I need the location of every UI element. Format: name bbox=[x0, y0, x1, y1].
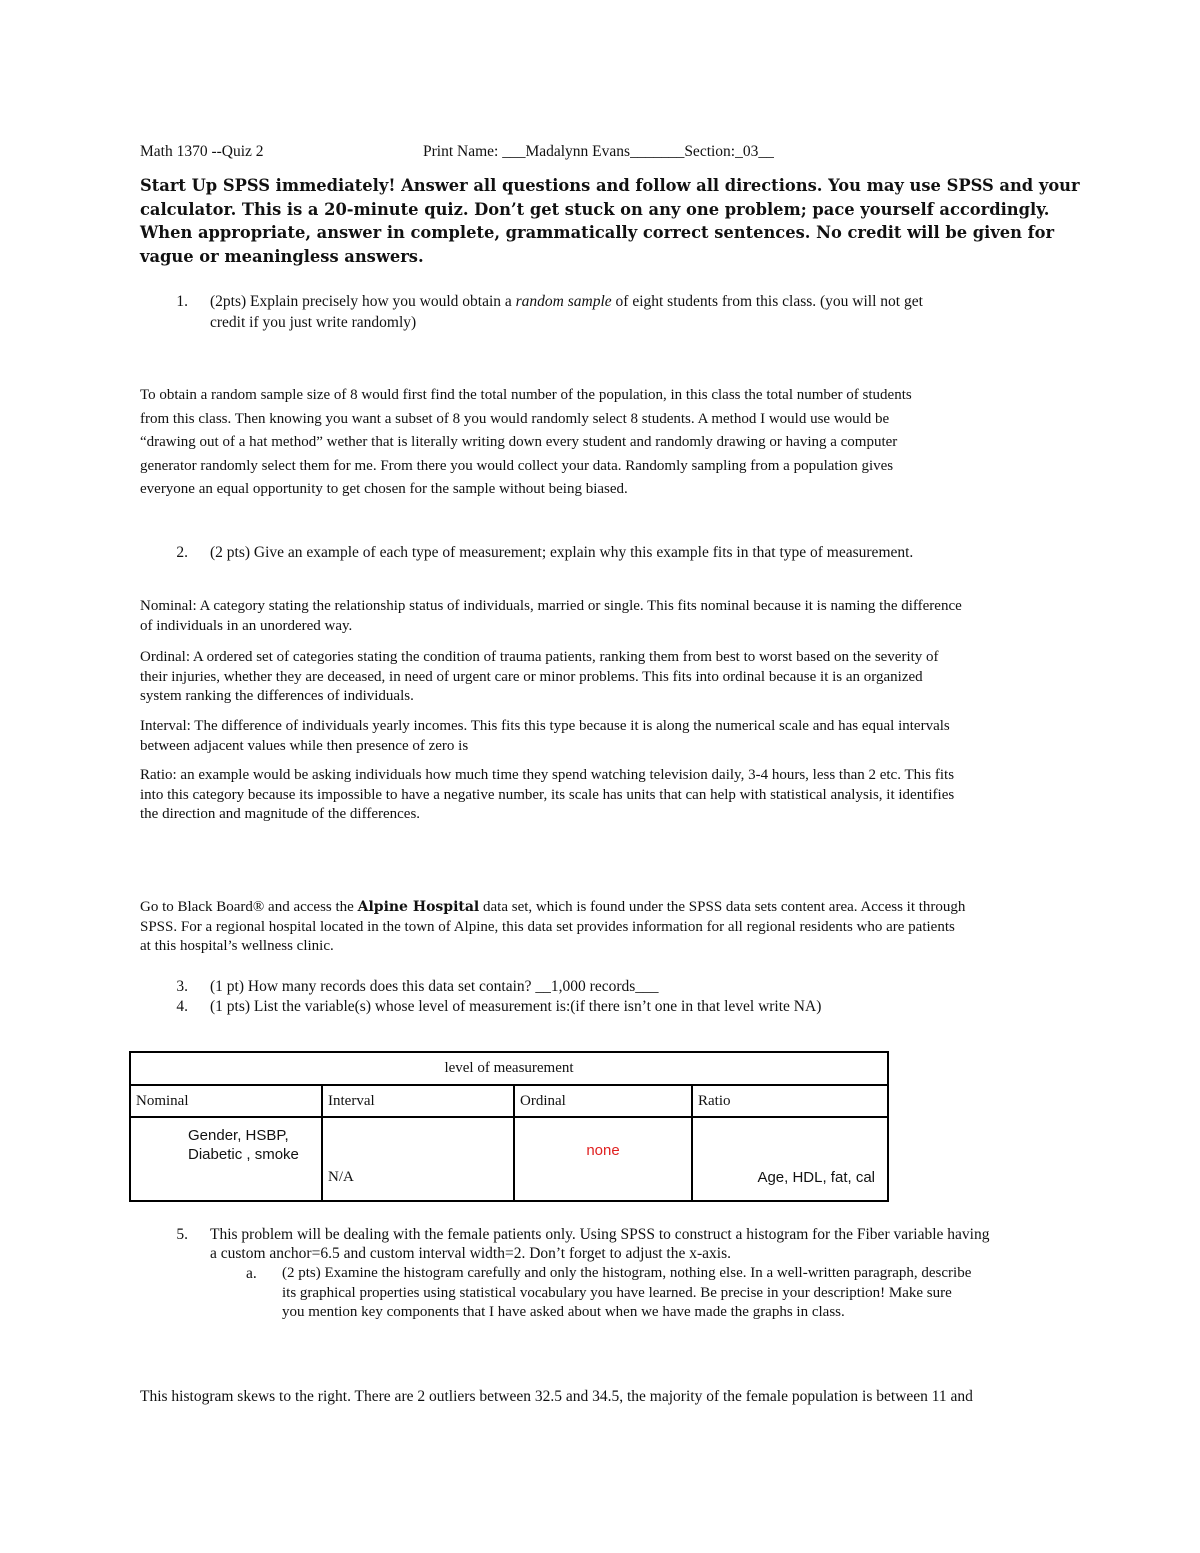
answer-2-ratio bbox=[140, 766, 1060, 825]
answer-line: their injuries, whether they are deceased, in need of urgent care or minor problems. This fits into ordinal because it is an organized bbox=[140, 668, 923, 685]
table-cell-ordinal: none bbox=[514, 1117, 692, 1201]
instruction-line: vague or meaningless answers. bbox=[140, 246, 424, 266]
answer-line: To obtain a random sample size of 8 would first find the total number of the population, in this class the total number of students bbox=[140, 387, 912, 403]
answer-line: the direction and magnitude of the differences. bbox=[140, 806, 421, 822]
quiz-title: Math 1370 --Quiz 2 bbox=[140, 143, 264, 160]
answer-line: generator randomly select them for me. From there you would collect your data. Randomly sampling from a population gives bbox=[140, 457, 894, 474]
table-header-ratio: Ratio bbox=[692, 1085, 888, 1117]
instruction-line: When appropriate, answer in complete, grammatically correct sentences. No credit will be given for bbox=[140, 223, 1055, 242]
question-4-number: 4. bbox=[176, 998, 188, 1015]
question-line: its graphical properties using statistical vocabulary you have learned. Be precise in your description! Make sure bbox=[282, 1284, 952, 1301]
answer-2-interval bbox=[140, 717, 1060, 756]
table-header-nominal: Nominal bbox=[130, 1085, 322, 1117]
blackboard-line: SPSS. For a regional hospital located in the town of Alpine, this data set provides information for all regional residents who are patients bbox=[140, 918, 955, 935]
nominal-value: Diabetic , smoke bbox=[188, 1146, 299, 1163]
question-5-text: This problem will be dealing with the female patients only. Using SPSS to construct a histogram for the Fiber variable having bbox=[210, 1226, 990, 1243]
question-3-text: (1 pt) How many records does this data set contain? __1,000 records___ bbox=[210, 978, 659, 995]
table-header-interval: Interval bbox=[322, 1085, 514, 1117]
instruction-line: calculator. This is a 20-minute quiz. Don’t get stuck on any one problem; pace yourself accordingly. bbox=[140, 199, 1050, 219]
answer-line: everyone an equal opportunity to get chosen for the sample without being biased. bbox=[140, 481, 628, 497]
student-name-section: Print Name: ___Madalynn Evans_______Section:_03__ bbox=[423, 143, 774, 160]
answer-line: from this class. Then knowing you want a subset of 8 you would randomly select 8 students. A method I would use would be bbox=[140, 410, 890, 427]
answer-line: into this category because its impossible to have a negative number, its scale has units that can help with statistical analysis, it identifies bbox=[140, 786, 955, 803]
blackboard-instructions bbox=[140, 898, 1060, 957]
question-5a-label: a. bbox=[246, 1265, 257, 1282]
question-line: you mention key components that I have asked about when we have made the graphs in class. bbox=[282, 1304, 845, 1320]
question-line: (2 pts) Examine the histogram carefully and only the histogram, nothing else. In a well-written paragraph, describe bbox=[282, 1265, 972, 1281]
blackboard-line: Go to Black Board® and access the Alpine Hospital data set, which is found under the SPSS data sets content area. Access it through bbox=[140, 899, 966, 915]
blackboard-line: at this hospital’s wellness clinic. bbox=[140, 938, 334, 954]
instruction-line: Start Up SPSS immediately! Answer all questions and follow all directions. You may use SPSS and your bbox=[140, 176, 1080, 195]
answer-line: Ratio: an example would be asking individuals how much time they spend watching television daily, 3-4 hours, less than 2 etc. This fits bbox=[140, 767, 955, 783]
level-of-measurement-table bbox=[129, 1051, 889, 1202]
question-5-number: 5. bbox=[176, 1226, 188, 1243]
nominal-value: Gender, HSBP, bbox=[188, 1127, 289, 1144]
answer-line: Nominal: A category stating the relationship status of individuals, married or single. This fits nominal because it is naming the difference bbox=[140, 598, 962, 614]
question-5a-text bbox=[282, 1264, 1062, 1323]
question-2-text: (2 pts) Give an example of each type of measurement; explain why this example fits in that type of measurement. bbox=[210, 544, 914, 561]
question-5-text-cont: a custom anchor=6.5 and custom interval width=2. Don’t forget to adjust the x-axis. bbox=[210, 1245, 731, 1262]
question-4-text: (1 pts) List the variable(s) whose level of measurement is:(if there isn’t one in that level write NA) bbox=[210, 998, 822, 1015]
question-2-number: 2. bbox=[176, 544, 188, 561]
table-cell-interval: N/A bbox=[322, 1117, 514, 1201]
table-header-ordinal: Ordinal bbox=[514, 1085, 692, 1117]
answer-line: Interval: The difference of individuals yearly incomes. This fits this type because it is along the numerical scale and has equal intervals bbox=[140, 718, 950, 734]
answer-line: system ranking the differences of individuals. bbox=[140, 688, 414, 704]
answer-line: “drawing out of a hat method” wether that is literally writing down every student and randomly drawing or having a computer bbox=[140, 434, 898, 450]
answer-2-nominal bbox=[140, 597, 1060, 636]
question-1-text: (2pts) Explain precisely how you would obtain a random sample of eight students from this class. (you will not get bbox=[210, 293, 923, 310]
table-cell-nominal bbox=[130, 1117, 322, 1201]
answer-line: of individuals in an unordered way. bbox=[140, 617, 353, 634]
answer-5: This histogram skews to the right. There are 2 outliers between 32.5 and 34.5, the majority of the female population is between 11 and bbox=[140, 1388, 973, 1405]
table-cell-ratio: Age, HDL, fat, cal bbox=[692, 1117, 888, 1201]
question-1-text-cont: credit if you just write randomly) bbox=[210, 314, 417, 331]
instructions bbox=[140, 174, 1080, 268]
answer-line: between adjacent values while then presence of zero is bbox=[140, 737, 469, 754]
answer-1 bbox=[140, 384, 1060, 502]
question-1-number: 1. bbox=[176, 293, 188, 310]
table-title: level of measurement bbox=[130, 1052, 888, 1085]
answer-line: Ordinal: A ordered set of categories stating the condition of trauma patients, ranking them from best to worst based on the severity of bbox=[140, 649, 939, 665]
answer-2-ordinal bbox=[140, 648, 1060, 707]
question-3-number: 3. bbox=[176, 978, 188, 995]
